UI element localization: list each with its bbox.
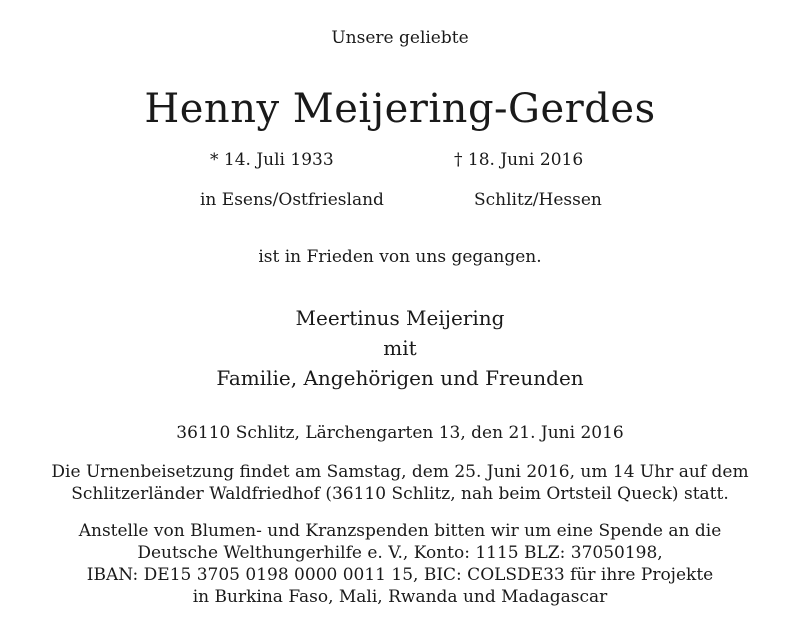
burial-info-line: Schlitzerländer Waldfriedhof (36110 Schlitz, nah beim Ortsteil Queck) statt. bbox=[71, 484, 729, 504]
donation-info-line: Deutsche Welthungerhilfe e. V., Konto: 1115 BLZ: 37050198, bbox=[137, 543, 663, 563]
passed-away-text: ist in Frieden von uns gegangen. bbox=[258, 247, 542, 267]
place-and-date: 36110 Schlitz, Lärchengarten 13, den 21. Juni 2016 bbox=[176, 423, 624, 443]
birth-date: * 14. Juli 1933 bbox=[210, 150, 334, 170]
donation-info-line: IBAN: DE15 3705 0198 0000 0011 15, BIC: COLSDE33 für ihre Projekte bbox=[86, 565, 714, 585]
donation-info-line: in Burkina Faso, Mali, Rwanda und Madagascar bbox=[192, 587, 608, 607]
intro-text: Unsere geliebte bbox=[331, 28, 469, 48]
mourner-connector: mit bbox=[383, 336, 417, 360]
deceased-name: Henny Meijering-Gerdes bbox=[144, 86, 656, 132]
death-place: Schlitz/Hessen bbox=[474, 190, 602, 210]
birth-place: in Esens/Ostfriesland bbox=[200, 190, 384, 210]
mourner-name: Meertinus Meijering bbox=[295, 306, 505, 330]
death-date: † 18. Juni 2016 bbox=[454, 150, 584, 170]
donation-info-line: Anstelle von Blumen- und Kranzspenden bitten wir um eine Spende an die bbox=[78, 521, 722, 541]
mourner-family: Familie, Angehörigen und Freunden bbox=[216, 366, 584, 390]
burial-info-line: Die Urnenbeisetzung findet am Samstag, dem 25. Juni 2016, um 14 Uhr auf dem bbox=[51, 462, 749, 482]
